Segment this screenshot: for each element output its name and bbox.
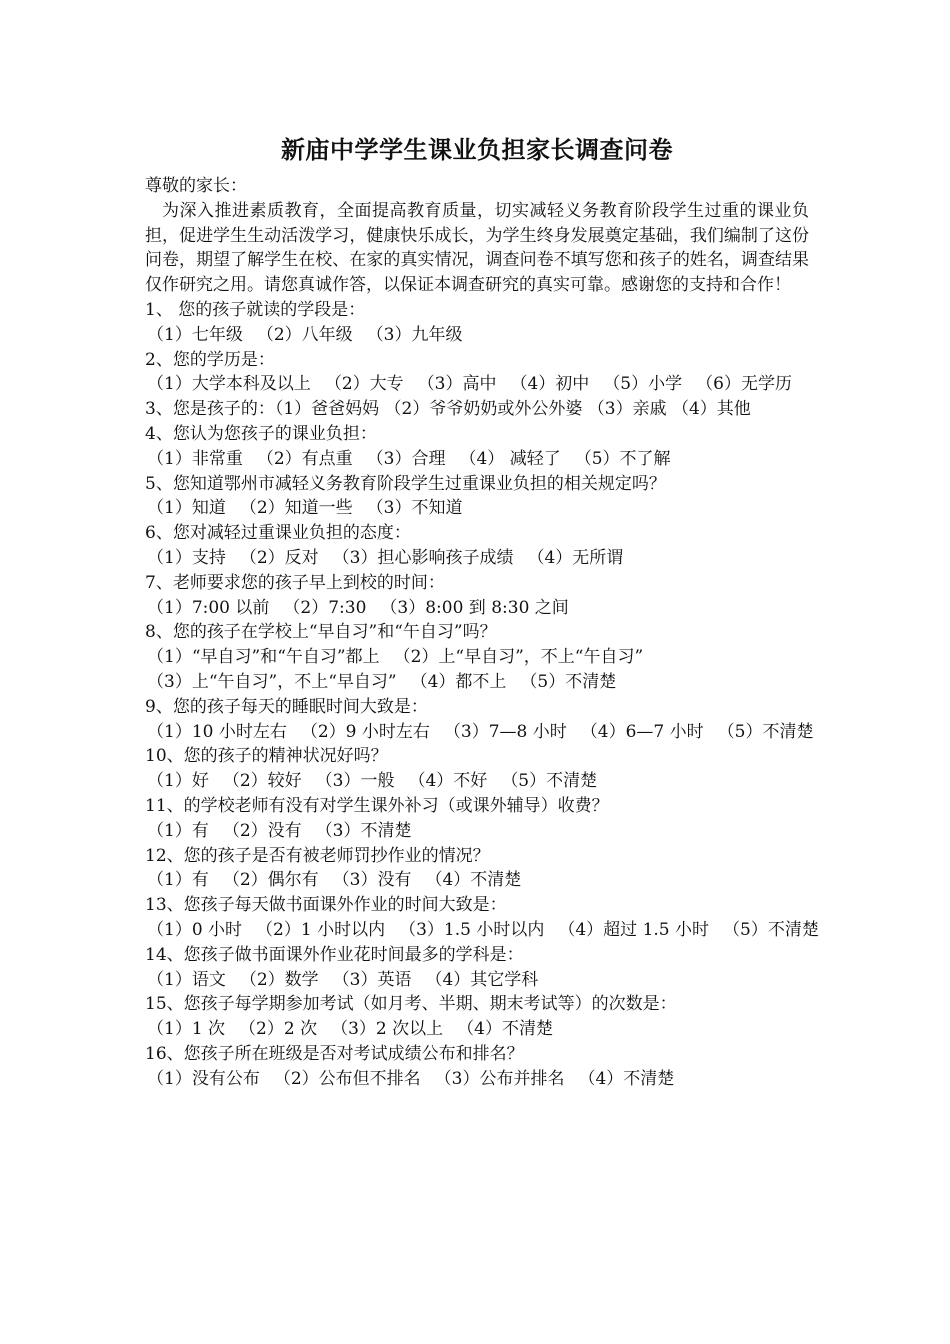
option-item: （2）数学 — [239, 969, 319, 990]
option-item: （1）非常重 — [147, 448, 243, 469]
question-list — [145, 298, 819, 1092]
question-7: 7、老师要求您的孩子早上到校的时间： — [145, 572, 445, 593]
option-item: （2）9 小时左右 — [300, 721, 430, 742]
document-title: 新庙中学学生课业负担家长调查问卷 — [281, 135, 673, 164]
option-item: （4）初中 — [510, 374, 590, 395]
option-item: （3）合理 — [366, 448, 446, 469]
question-10-options — [145, 769, 809, 794]
option-item: （2）八年级 — [256, 324, 353, 345]
option-item: （4）不好 — [408, 771, 488, 792]
option-item: （4）其它学科 — [425, 969, 539, 990]
question-12-options — [145, 868, 809, 893]
question-5-options — [145, 496, 809, 521]
option-item: （3）不清楚 — [315, 820, 412, 841]
intro-paragraph: 为深入推进素质教育，全面提高教育质量，切实减轻义务教育阶段学生过重的课业负担，促进学生生动活泼学习，健康快乐成长，为学生终身发展奠定基础，我们编制了这份问卷，期望了解学生在校、在家的真实情况，调查问卷不填写您和孩子的姓名，调查结果仅作研究之用。请您真诚作答，以保证本调查研究的真实可靠。感谢您的支持和合作！ — [145, 200, 809, 296]
option-item: （4）不清楚 — [425, 870, 522, 891]
question-11: 11、的学校老师有没有对学生课外补习（或课外辅导）收费？ — [145, 795, 609, 816]
option-item: （1）7:00 以前 — [147, 597, 270, 618]
option-item: （3）英语 — [332, 969, 412, 990]
question-7-options — [145, 596, 809, 621]
option-item: （3）8:00 到 8:30 之间 — [380, 597, 569, 618]
option-item: （3）没有 — [332, 870, 412, 891]
question-8: 8、您的孩子在学校上“早自习”和“午自习”吗？ — [145, 622, 497, 643]
question-13: 13、您孩子每天做书面课外作业的时间大致是： — [145, 895, 507, 916]
option-item: （1）10 小时左右 — [147, 721, 287, 742]
option-item: （5）不清楚 — [717, 721, 814, 742]
option-item: （1）1 次 — [147, 1019, 226, 1040]
question-15: 15、您孩子每学期参加考试（如月考、半期、期末考试等）的次数是： — [145, 994, 677, 1015]
question-1-options — [145, 323, 809, 348]
question-9-options — [145, 720, 814, 745]
option-item: （2）有点重 — [256, 448, 353, 469]
option-item: （2）大专 — [324, 374, 404, 395]
questionnaire-page — [145, 130, 819, 1091]
option-item: （5）不清楚 — [501, 771, 598, 792]
option-item: （1）0 小时 — [147, 919, 243, 940]
question-2-options — [145, 372, 809, 397]
option-item: （3）担心影响孩子成绩 — [332, 547, 514, 568]
option-item: （2）2 次 — [239, 1019, 318, 1040]
option-item: （2）公布但不排名 — [273, 1068, 421, 1089]
salutation: 尊敬的家长： — [145, 176, 247, 196]
option-item: （4） 减轻了 — [459, 448, 561, 469]
question-6: 6、您对减轻过重课业负担的态度： — [145, 523, 411, 544]
option-item: （5）不了解 — [574, 448, 671, 469]
question-4: 4、您认为您孩子的课业负担： — [145, 423, 377, 444]
question-9: 9、您的孩子每天的睡眠时间大致是： — [145, 696, 428, 717]
option-item: （2）知道一些 — [239, 498, 353, 519]
option-item: （1）七年级 — [147, 324, 243, 345]
question-16: 16、您孩子所在班级是否对考试成绩公布和排名？ — [145, 1043, 524, 1064]
option-item: （2）上“早自习”，不上“午自习” — [393, 647, 644, 668]
question-11-options — [145, 819, 809, 844]
question-12: 12、您的孩子是否有被老师罚抄作业的情况？ — [145, 845, 490, 866]
option-item: （1）没有公布 — [147, 1068, 260, 1089]
question-10: 10、您的孩子的精神状况好吗？ — [145, 746, 388, 767]
option-item: （2）7:30 — [283, 597, 367, 618]
option-item: （1）好 — [147, 771, 209, 792]
option-item: （3）1.5 小时以内 — [399, 919, 545, 940]
option-item: （1）知道 — [147, 498, 226, 519]
option-item: （5）不清楚 — [520, 671, 617, 692]
question-2: 2、您的学历是： — [145, 349, 275, 370]
option-item: （4）不清楚 — [457, 1019, 553, 1040]
option-item: （4）无所谓 — [527, 547, 624, 568]
option-item: （1）支持 — [147, 547, 226, 568]
option-item: （4）超过 1.5 小时 — [558, 919, 710, 940]
question-4-options — [145, 447, 809, 472]
option-item: （3）高中 — [417, 374, 497, 395]
option-item: （1）有 — [147, 870, 209, 891]
option-item: （3）7—8 小时 — [443, 721, 567, 742]
question-8-options — [145, 645, 809, 670]
option-item: （3）九年级 — [366, 324, 463, 345]
option-item: （3）上“午自习”，不上“早自习” — [147, 671, 397, 692]
option-item: （2）1 小时以内 — [256, 919, 386, 940]
question-14-options — [145, 968, 809, 993]
option-item: （1）“早自习”和“午自习”都上 — [147, 647, 380, 668]
question-16-options — [145, 1067, 809, 1092]
option-item: （1）大学本科及以上 — [147, 374, 311, 395]
question-14: 14、您孩子做书面课外作业花时间最多的学科是： — [145, 944, 524, 965]
option-item: （1）有 — [147, 820, 209, 841]
question-5: 5、您知道鄂州市减轻义务教育阶段学生过重课业负担的相关规定吗？ — [145, 473, 666, 494]
option-item: （3）一般 — [315, 771, 395, 792]
option-item: （3）公布并排名 — [434, 1068, 565, 1089]
option-item: （5）小学 — [603, 374, 683, 395]
option-item: （5）不清楚 — [723, 919, 819, 940]
option-item: （3）2 次以上 — [331, 1019, 444, 1040]
question-3: 3、您是孩子的：（1）爸爸妈妈 （2）爷爷奶奶或外公外婆 （3）亲戚 （4）其他 — [145, 399, 751, 420]
question-1: 1、 您的孩子就读的学段是： — [145, 299, 366, 320]
option-item: （2）较好 — [222, 771, 302, 792]
question-15-options — [145, 1017, 809, 1042]
question-8-options-2 — [145, 670, 809, 695]
question-6-options — [145, 546, 809, 571]
option-item: （2）反对 — [239, 547, 319, 568]
option-item: （4）6—7 小时 — [580, 721, 704, 742]
question-13-options — [145, 918, 819, 943]
option-item: （6）无学历 — [696, 374, 792, 395]
option-item: （2）偶尔有 — [222, 870, 319, 891]
option-item: （1）语文 — [147, 969, 226, 990]
option-item: （4）都不上 — [410, 671, 507, 692]
option-item: （3）不知道 — [366, 498, 463, 519]
option-item: （4）不清楚 — [578, 1068, 675, 1089]
option-item: （2）没有 — [222, 820, 302, 841]
